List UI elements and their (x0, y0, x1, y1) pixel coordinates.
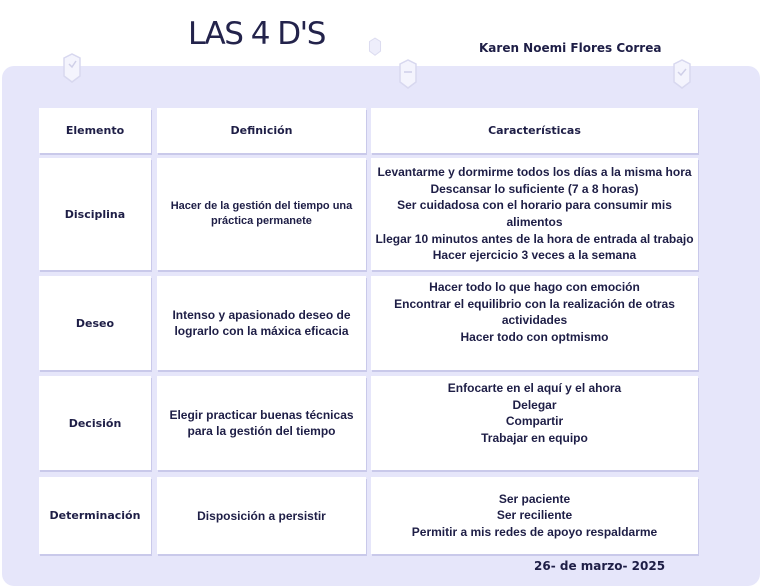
row-characteristics (371, 477, 698, 554)
characteristic-item: Hacer ejercicio 3 veces a la semana (432, 248, 637, 263)
characteristic-item: Hacer todo con optmismo (460, 329, 609, 344)
characteristic-item: Delegar (512, 397, 557, 412)
row-definition: Hacer de la gestión del tiempo una práctica permanete (157, 158, 366, 270)
page-title: LAS 4 D'S (188, 16, 325, 52)
characteristic-item: Ser reciliente (496, 508, 573, 523)
characteristic-item: Levantarme y dormirme todos los días a la misma hora (377, 165, 692, 180)
characteristic-item: Trabajar en equipo (481, 430, 588, 445)
pin-icon (366, 36, 384, 58)
row-definition: Intenso y apasionado deseo de lograrlo con la máxica eficacia (157, 276, 366, 370)
pin-icon (670, 58, 694, 90)
row-element: Determinación (39, 477, 151, 554)
pin-icon (60, 52, 84, 84)
characteristic-item: Compartir (505, 414, 564, 429)
characteristic-item: Llegar 10 minutos antes de la hora de entrada al trabajo (375, 231, 694, 246)
characteristic-item: Hacer todo lo que hago con emoción (429, 280, 640, 294)
row-characteristics (371, 376, 698, 470)
characteristic-item: Encontrar el equilibrio con la realización de otras actividades (394, 296, 675, 328)
author-name: Karen Noemi Flores Correa (479, 41, 662, 55)
header-element: Elemento (39, 108, 151, 153)
characteristic-item: Ser paciente (498, 491, 571, 506)
row-characteristics (371, 158, 698, 270)
pin-icon (396, 58, 420, 90)
header-definition: Definición (157, 108, 366, 153)
header-characteristics: Características (371, 108, 698, 153)
row-element: Decisión (39, 376, 151, 470)
characteristic-item: Ser cuidadosa con el horario para consumir mis alimentos (397, 198, 672, 229)
row-definition: Elegir practicar buenas técnicas para la gestión del tiempo (157, 376, 366, 470)
row-definition: Disposición a persistir (157, 477, 366, 554)
characteristic-item: Descansar lo suficiente (7 a 8 horas) (430, 181, 639, 196)
characteristic-item: Enfocarte en el aquí y el ahora (447, 381, 622, 395)
row-characteristics (371, 276, 698, 370)
characteristic-item: Permitir a mis redes de apoyo respaldarme (411, 524, 658, 539)
row-element: Disciplina (39, 158, 151, 270)
row-element: Deseo (39, 276, 151, 370)
date-label: 26- de marzo- 2025 (534, 559, 666, 573)
